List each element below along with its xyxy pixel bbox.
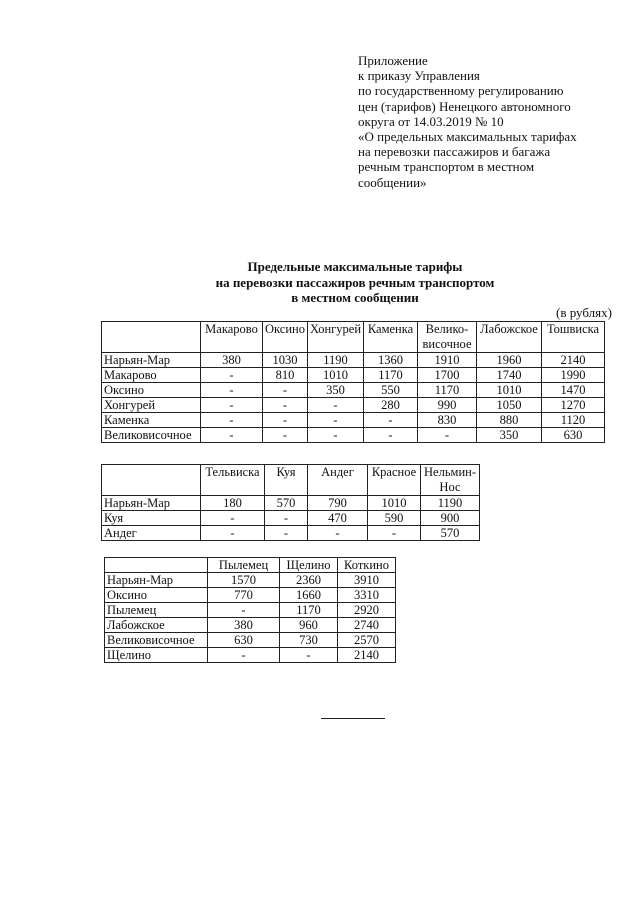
table-cell: 380 [201, 353, 263, 368]
table-row [105, 603, 396, 618]
table-cell: 830 [418, 413, 477, 428]
table-cell: 1470 [542, 383, 605, 398]
table-cell: 1190 [421, 496, 480, 511]
table-cell: 570 [265, 496, 308, 511]
row-label: Нарьян-Мар [105, 573, 208, 588]
header-cell: Коткино [338, 558, 396, 573]
table-cell: 2360 [280, 573, 338, 588]
table-cell: 1910 [418, 353, 477, 368]
table-row [102, 368, 605, 383]
table-cell: 180 [201, 496, 265, 511]
table-cell: 590 [368, 511, 421, 526]
appendix-line: цен (тарифов) Ненецкого автономного [358, 98, 571, 114]
table-cell: 960 [280, 618, 338, 633]
header-cell: Оксино [263, 322, 308, 353]
table-cell: - [201, 428, 263, 443]
table-cell: 1660 [280, 588, 338, 603]
table-cell: 1010 [307, 368, 363, 383]
table-cell: 1170 [280, 603, 338, 618]
table-header-row [102, 322, 605, 353]
table-row [105, 588, 396, 603]
header-cell [102, 322, 201, 353]
table-row [102, 398, 605, 413]
table-cell: 470 [308, 511, 368, 526]
table-cell: 570 [421, 526, 480, 541]
row-label: Макарово [102, 368, 201, 383]
header-cell: Щелино [280, 558, 338, 573]
table-cell: - [307, 398, 363, 413]
table-cell: 1030 [263, 353, 308, 368]
table-cell: 770 [208, 588, 280, 603]
table-cell: 3310 [338, 588, 396, 603]
table-cell: - [308, 526, 368, 541]
row-label: Лабожское [105, 618, 208, 633]
row-label: Великовисочное [102, 428, 201, 443]
table-cell: 880 [477, 413, 542, 428]
table-row [105, 618, 396, 633]
table-cell: - [263, 413, 308, 428]
header-cell: Тельвиска [201, 465, 265, 496]
title-line: Предельные максимальные тарифы [247, 259, 463, 274]
row-label: Нарьян-Мар [102, 353, 201, 368]
table-row [105, 573, 396, 588]
row-label: Хонгурей [102, 398, 201, 413]
appendix-line: сообщении» [358, 174, 427, 190]
table-row [105, 648, 396, 663]
table-row [102, 428, 605, 443]
table-cell: 1570 [208, 573, 280, 588]
appendix-block [358, 53, 620, 190]
table-cell: 810 [263, 368, 308, 383]
table-cell: 1010 [477, 383, 542, 398]
table-cell: 990 [418, 398, 477, 413]
row-label: Нарьян-Мар [102, 496, 201, 511]
table-cell: 1740 [477, 368, 542, 383]
header-cell: Лабожское [477, 322, 542, 353]
header-cell: Андег [308, 465, 368, 496]
unit-note: (в рублях) [556, 305, 612, 320]
table-cell: 730 [280, 633, 338, 648]
table-cell: 550 [364, 383, 418, 398]
table-cell: - [208, 603, 280, 618]
table-cell: 1170 [364, 368, 418, 383]
table-cell: - [208, 648, 280, 663]
row-label: Щелино [105, 648, 208, 663]
table-header-row [105, 558, 396, 573]
appendix-line: на перевозки пассажиров и багажа [358, 144, 551, 160]
row-label: Оксино [102, 383, 201, 398]
table-cell: 2920 [338, 603, 396, 618]
table-cell: 900 [421, 511, 480, 526]
table-cell: 2140 [542, 353, 605, 368]
table-cell: - [201, 413, 263, 428]
table-cell: - [263, 383, 308, 398]
header-cell: Куя [265, 465, 308, 496]
table-cell: - [201, 511, 265, 526]
row-label: Каменка [102, 413, 201, 428]
table-cell: 2570 [338, 633, 396, 648]
header-cell: Пылемец [208, 558, 280, 573]
row-label: Оксино [105, 588, 208, 603]
table-row [102, 526, 480, 541]
header-cell [102, 465, 201, 496]
header-cell: Макарово [201, 322, 263, 353]
table-cell: 350 [307, 383, 363, 398]
table-cell: 2140 [338, 648, 396, 663]
title-line: в местном сообщении [291, 290, 419, 305]
table-cell: 1990 [542, 368, 605, 383]
table-cell: 3910 [338, 573, 396, 588]
header-cell: Каменка [364, 322, 418, 353]
table-cell: 630 [208, 633, 280, 648]
closing-divider [321, 718, 385, 719]
appendix-line: «О предельных максимальных тарифах [358, 129, 577, 145]
table-cell: 1010 [368, 496, 421, 511]
table-cell: 1360 [364, 353, 418, 368]
appendix-line: по государственному регулированию [358, 83, 564, 99]
appendix-line: округа от 14.03.2019 № 10 [358, 113, 504, 129]
table-cell: 630 [542, 428, 605, 443]
table-cell: 1170 [418, 383, 477, 398]
table-cell: - [364, 428, 418, 443]
table-cell: 1960 [477, 353, 542, 368]
table-row [105, 633, 396, 648]
table-cell: 280 [364, 398, 418, 413]
header-cell [105, 558, 208, 573]
table-header-row [102, 465, 480, 496]
appendix-line: речным транспортом в местном [358, 159, 535, 175]
table-row [102, 511, 480, 526]
header-cell: Хонгурей [307, 322, 363, 353]
table-cell: - [364, 413, 418, 428]
header-cell: Красное [368, 465, 421, 496]
table-row [102, 383, 605, 398]
table-cell: - [265, 526, 308, 541]
document-title [150, 259, 560, 306]
table-cell: 350 [477, 428, 542, 443]
table-cell: 1190 [307, 353, 363, 368]
table-cell: - [307, 413, 363, 428]
table-cell: - [201, 398, 263, 413]
tariff-table-2 [101, 464, 480, 541]
table-row [102, 413, 605, 428]
table-cell: 790 [308, 496, 368, 511]
table-cell: - [201, 526, 265, 541]
row-label: Андег [102, 526, 201, 541]
header-cell: Велико-височное [418, 322, 477, 353]
table-cell: - [265, 511, 308, 526]
table-cell: - [280, 648, 338, 663]
table-cell: - [201, 368, 263, 383]
tariff-table-1 [101, 321, 605, 443]
table-cell: 2740 [338, 618, 396, 633]
tariff-table-3 [104, 557, 396, 663]
row-label: Пылемец [105, 603, 208, 618]
table-cell: - [201, 383, 263, 398]
table-cell: - [263, 398, 308, 413]
table-cell: - [368, 526, 421, 541]
header-cell: Тошвиска [542, 322, 605, 353]
header-cell: Нельмин-Нос [421, 465, 480, 496]
table-cell: 1120 [542, 413, 605, 428]
title-line: на перевозки пассажиров речным транспортом [215, 274, 495, 290]
row-label: Великовисочное [105, 633, 208, 648]
table-cell: - [307, 428, 363, 443]
table-cell: - [263, 428, 308, 443]
table-cell: 1050 [477, 398, 542, 413]
table-cell: 380 [208, 618, 280, 633]
table-cell: - [418, 428, 477, 443]
appendix-line: к приказу Управления [358, 68, 480, 84]
row-label: Куя [102, 511, 201, 526]
table-row [102, 353, 605, 368]
appendix-line: Приложение [358, 53, 428, 68]
table-cell: 1700 [418, 368, 477, 383]
table-row [102, 496, 480, 511]
table-cell: 1270 [542, 398, 605, 413]
